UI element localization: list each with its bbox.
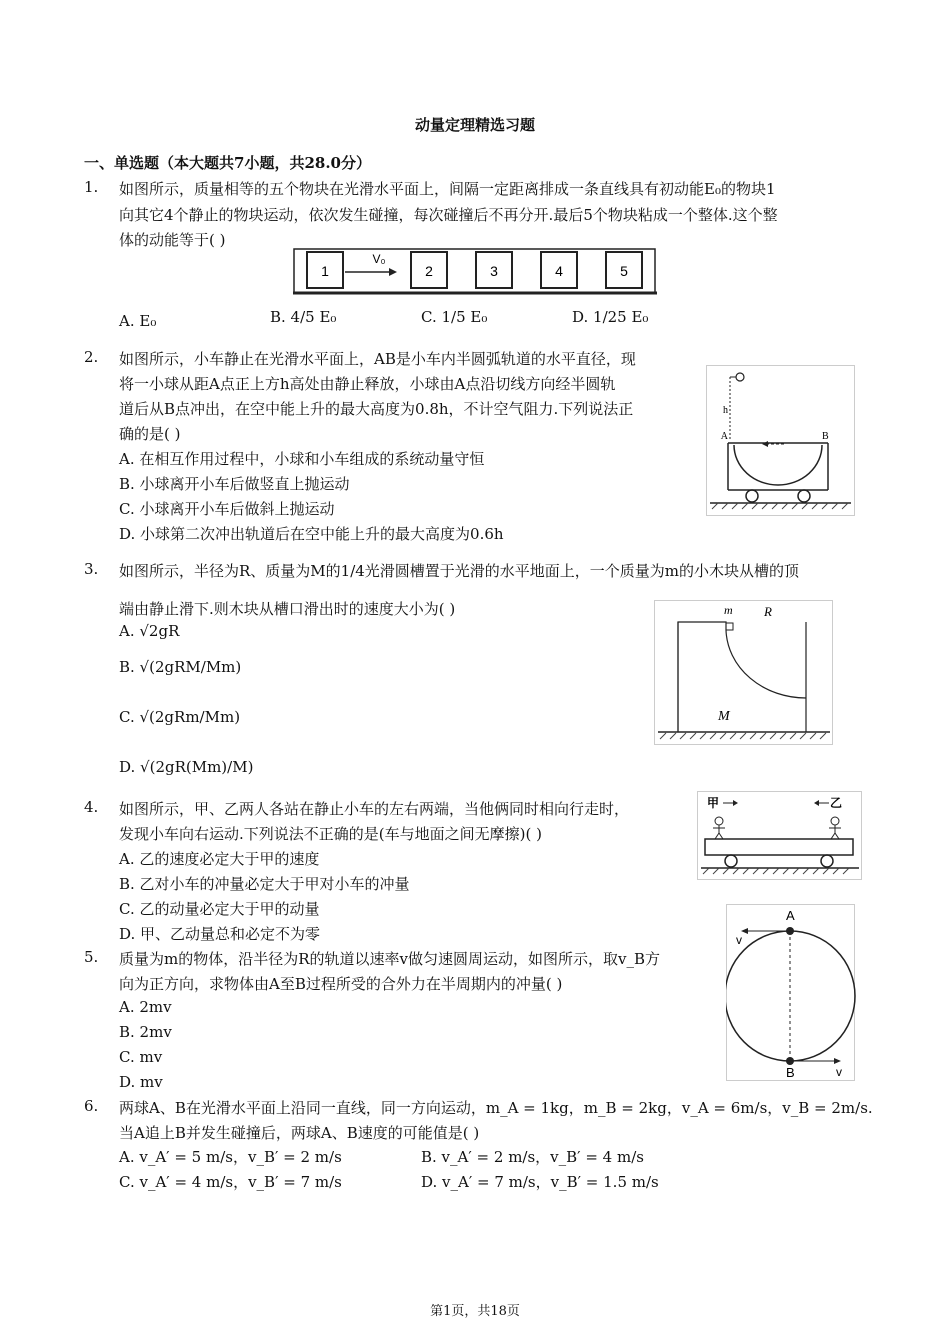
q2-option-d: D. 小球第二次冲出轨道后在空中能上升的最大高度为0.6h (119, 525, 504, 543)
block-3-label: 3 (490, 263, 498, 279)
q4-line: 发现小车向右运动.下列说法不正确的是(车与地面之间无摩擦)( ) (119, 825, 542, 843)
page-title: 动量定理精选习题 (414, 116, 535, 134)
v-bottom-label: v (836, 1065, 842, 1079)
q6-option-d: D. v_A′ = 7 m/s，v_B′ = 1.5 m/s (421, 1173, 659, 1191)
q2-line: 道后从B点冲出，在空中能上升的最大高度为0.8h，不计空气阻力.下列说法正 (119, 400, 634, 418)
q2-line: 确的是( ) (119, 425, 181, 443)
q4-option-d: D. 甲、乙动量总和必定不为零 (119, 925, 321, 943)
b-label: B (786, 1065, 795, 1080)
q6-line: 当A追上B并发生碰撞后，两球A、B速度的可能值是( ) (119, 1124, 480, 1142)
q2-figure (706, 365, 856, 517)
q5-option-a: A. 2mv (119, 998, 172, 1016)
block-1-label: 1 (321, 263, 329, 279)
q6-number: 6. (84, 1097, 99, 1115)
h-label: h (723, 405, 728, 416)
q1-number: 1. (84, 178, 99, 196)
q2-number: 2. (84, 348, 99, 366)
q5-line: 质量为m的物体，沿半径为R的轨道以速率v做匀速圆周运动，如图所示，取v_B方 (119, 950, 660, 968)
m-label: m (724, 603, 733, 617)
q3-number: 3. (84, 560, 99, 578)
q2-option-b: B. 小球离开小车后做竖直上抛运动 (119, 475, 350, 493)
v-top-label: v (736, 933, 742, 947)
q1-option-d: D. 1/25 E₀ (572, 308, 649, 326)
block-5-label: 5 (620, 263, 628, 279)
q1-line: 体的动能等于( ) (119, 231, 226, 249)
q1-option-a: A. E₀ (119, 312, 157, 330)
q1-line: 如图所示，质量相等的五个物块在光滑水平面上，间隔一定距离排成一条直线具有初动能E₀的物块1 (119, 180, 776, 198)
q3-line: 如图所示，半径为R、质量为M的1/4光滑圆槽置于光滑的水平地面上，一个质量为m的小木块从槽的顶 (119, 562, 800, 580)
q6-line: 两球A、B在光滑水平面上沿同一直线，同一方向运动，m_A = 1kg，m_B = 2kg，v_A = 6m/s，v_B = 2m/s. (119, 1099, 873, 1117)
q4-option-a: A. 乙的速度必定大于甲的速度 (119, 850, 320, 868)
q6-option-a: A. v_A′ = 5 m/s，v_B′ = 2 m/s (119, 1148, 342, 1166)
q3-option-c: C. √(2gRm/Mm) (119, 708, 241, 726)
big-m-label: M (718, 709, 730, 724)
a-label: A (786, 908, 795, 923)
q6-option-c: C. v_A′ = 4 m/s，v_B′ = 7 m/s (119, 1173, 342, 1191)
q3-line: 端由静止滑下.则木块从槽口滑出时的速度大小为( ) (119, 600, 456, 618)
b-label: B (822, 431, 829, 442)
page-footer: 第1页，共18页 (430, 1304, 520, 1319)
q5-option-d: D. mv (119, 1073, 163, 1091)
q6-option-b: B. v_A′ = 2 m/s，v_B′ = 4 m/s (421, 1148, 644, 1166)
q1-option-b: B. 4/5 E₀ (270, 308, 337, 326)
q3-option-d: D. √(2gR(Mm)/M) (119, 758, 254, 776)
q4-figure (697, 791, 863, 881)
block-2-label: 2 (425, 263, 433, 279)
q5-number: 5. (84, 948, 99, 966)
q5-option-c: C. mv (119, 1048, 163, 1066)
q3-figure (654, 600, 834, 746)
q4-option-b: B. 乙对小车的冲量必定大于甲对小车的冲量 (119, 875, 410, 893)
q3-option-a: A. √2gR (119, 622, 180, 640)
q4-option-c: C. 乙的动量必定大于甲的动量 (119, 900, 320, 918)
q2-line: 如图所示，小车静止在光滑水平面上，AB是小车内半圆弧轨道的水平直径，现 (119, 350, 636, 368)
q5-option-b: B. 2mv (119, 1023, 172, 1041)
q1-line: 向其它4个静止的物块运动，依次发生碰撞，每次碰撞后不再分开.最后5个物块粘成一个整体.这个整 (119, 206, 778, 224)
section-heading: 一、单选题（本大题共7小题，共28.0分） (84, 154, 371, 172)
q3-option-b: B. √(2gRM/Mm) (119, 658, 242, 676)
a-label: A (720, 431, 728, 442)
q1-figure (293, 248, 657, 298)
q5-line: 向为正方向，求物体由A至B过程所受的合外力在半周期内的冲量( ) (119, 975, 563, 993)
q4-line: 如图所示，甲、乙两人各站在静止小车的左右两端，当他俩同时相向行走时， (119, 800, 630, 818)
yi-label: 乙 (830, 796, 843, 810)
q5-figure (726, 904, 856, 1082)
jia-label: 甲 (707, 796, 720, 810)
q1-option-c: C. 1/5 E₀ (421, 308, 488, 326)
q4-number: 4. (84, 798, 99, 816)
block-4-label: 4 (555, 263, 563, 279)
v0-label: V₀ (372, 252, 386, 266)
q2-option-a: A. 在相互作用过程中，小球和小车组成的系统动量守恒 (119, 450, 485, 468)
q2-line: 将一小球从距A点正上方h高处由静止释放，小球由A点沿切线方向经半圆轨 (119, 375, 616, 393)
r-label: R (764, 604, 772, 619)
q2-option-c: C. 小球离开小车后做斜上抛运动 (119, 500, 335, 518)
